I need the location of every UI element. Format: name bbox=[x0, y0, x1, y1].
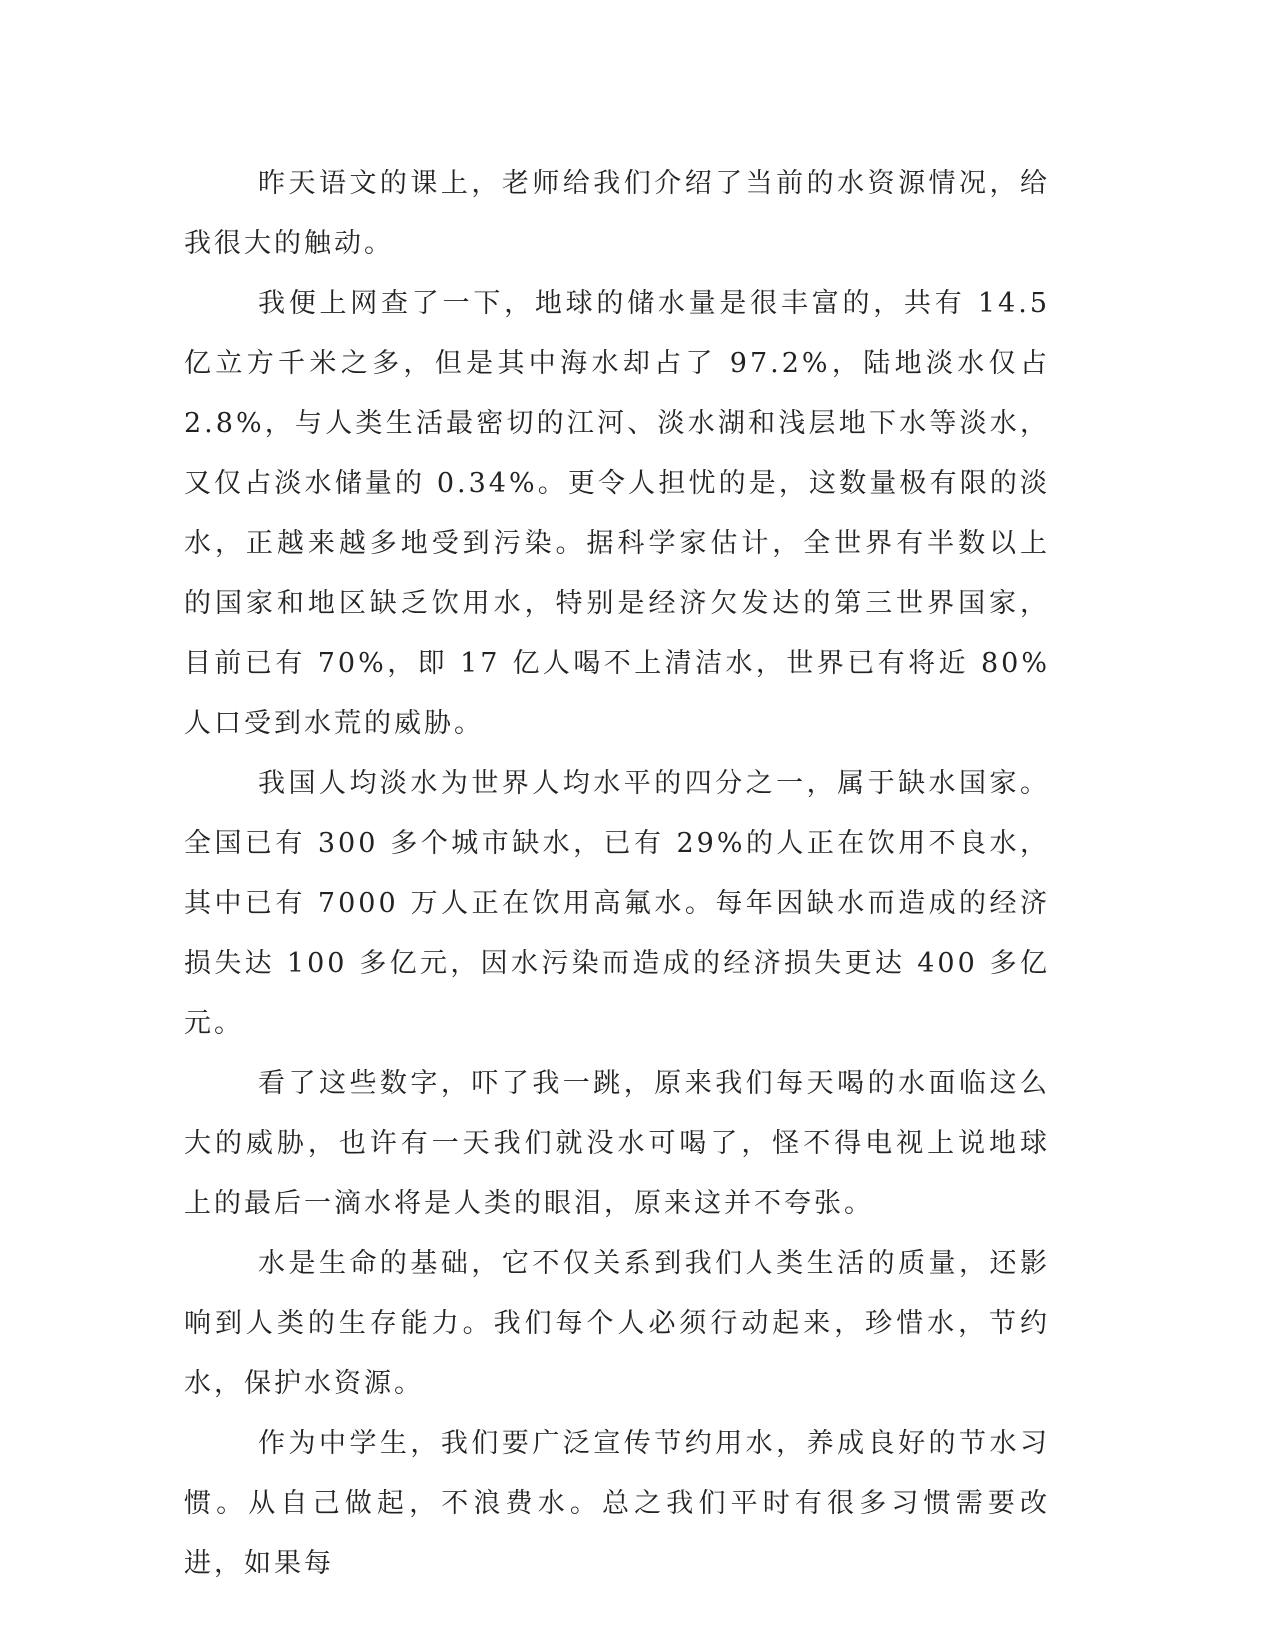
paragraph-3: 我国人均淡水为世界人均水平的四分之一，属于缺水国家。全国已有 300 多个城市缺水，已有 29%的人正在饮用不良水，其中已有 7000 万人正在饮用高氟水。每年因缺水而造成的经济损失达 100 多亿元，因水污染而造成的经济损失更达 400 多亿元。 bbox=[184, 768, 1050, 1039]
paragraph-2: 我便上网查了一下，地球的储水量是很丰富的，共有 14.5 亿立方千米之多，但是其中海水却占了 97.2%，陆地淡水仅占 2.8%，与人类生活最密切的江河、淡水湖和浅层地下水等淡水，又仅占淡水储量的 0.34%。更令人担忧的是，这数量极有限的淡水，正越来越多地受到污染。据科学家估计，全世界有半数以上的国家和地区缺乏饮用水，特别是经济欠发达的第三世界国家，目前已有 70%，即 17 亿人喝不上清洁水，世界已有将近 80%人口受到水荒的威胁。 bbox=[184, 288, 1050, 739]
document-body bbox=[184, 154, 1050, 1594]
paragraph-4: 看了这些数字，吓了我一跳，原来我们每天喝的水面临这么大的威胁，也许有一天我们就没水可喝了，怪不得电视上说地球上的最后一滴水将是人类的眼泪，原来这并不夸张。 bbox=[184, 1068, 1050, 1219]
paragraph-5: 水是生命的基础，它不仅关系到我们人类生活的质量，还影响到人类的生存能力。我们每个人必须行动起来，珍惜水，节约水，保护水资源。 bbox=[184, 1248, 1050, 1399]
paragraph-6: 作为中学生，我们要广泛宣传节约用水，养成良好的节水习惯。从自己做起，不浪费水。总之我们平时有很多习惯需要改进，如果每 bbox=[184, 1428, 1050, 1579]
paragraph-1: 昨天语文的课上，老师给我们介绍了当前的水资源情况，给我很大的触动。 bbox=[184, 168, 1050, 259]
